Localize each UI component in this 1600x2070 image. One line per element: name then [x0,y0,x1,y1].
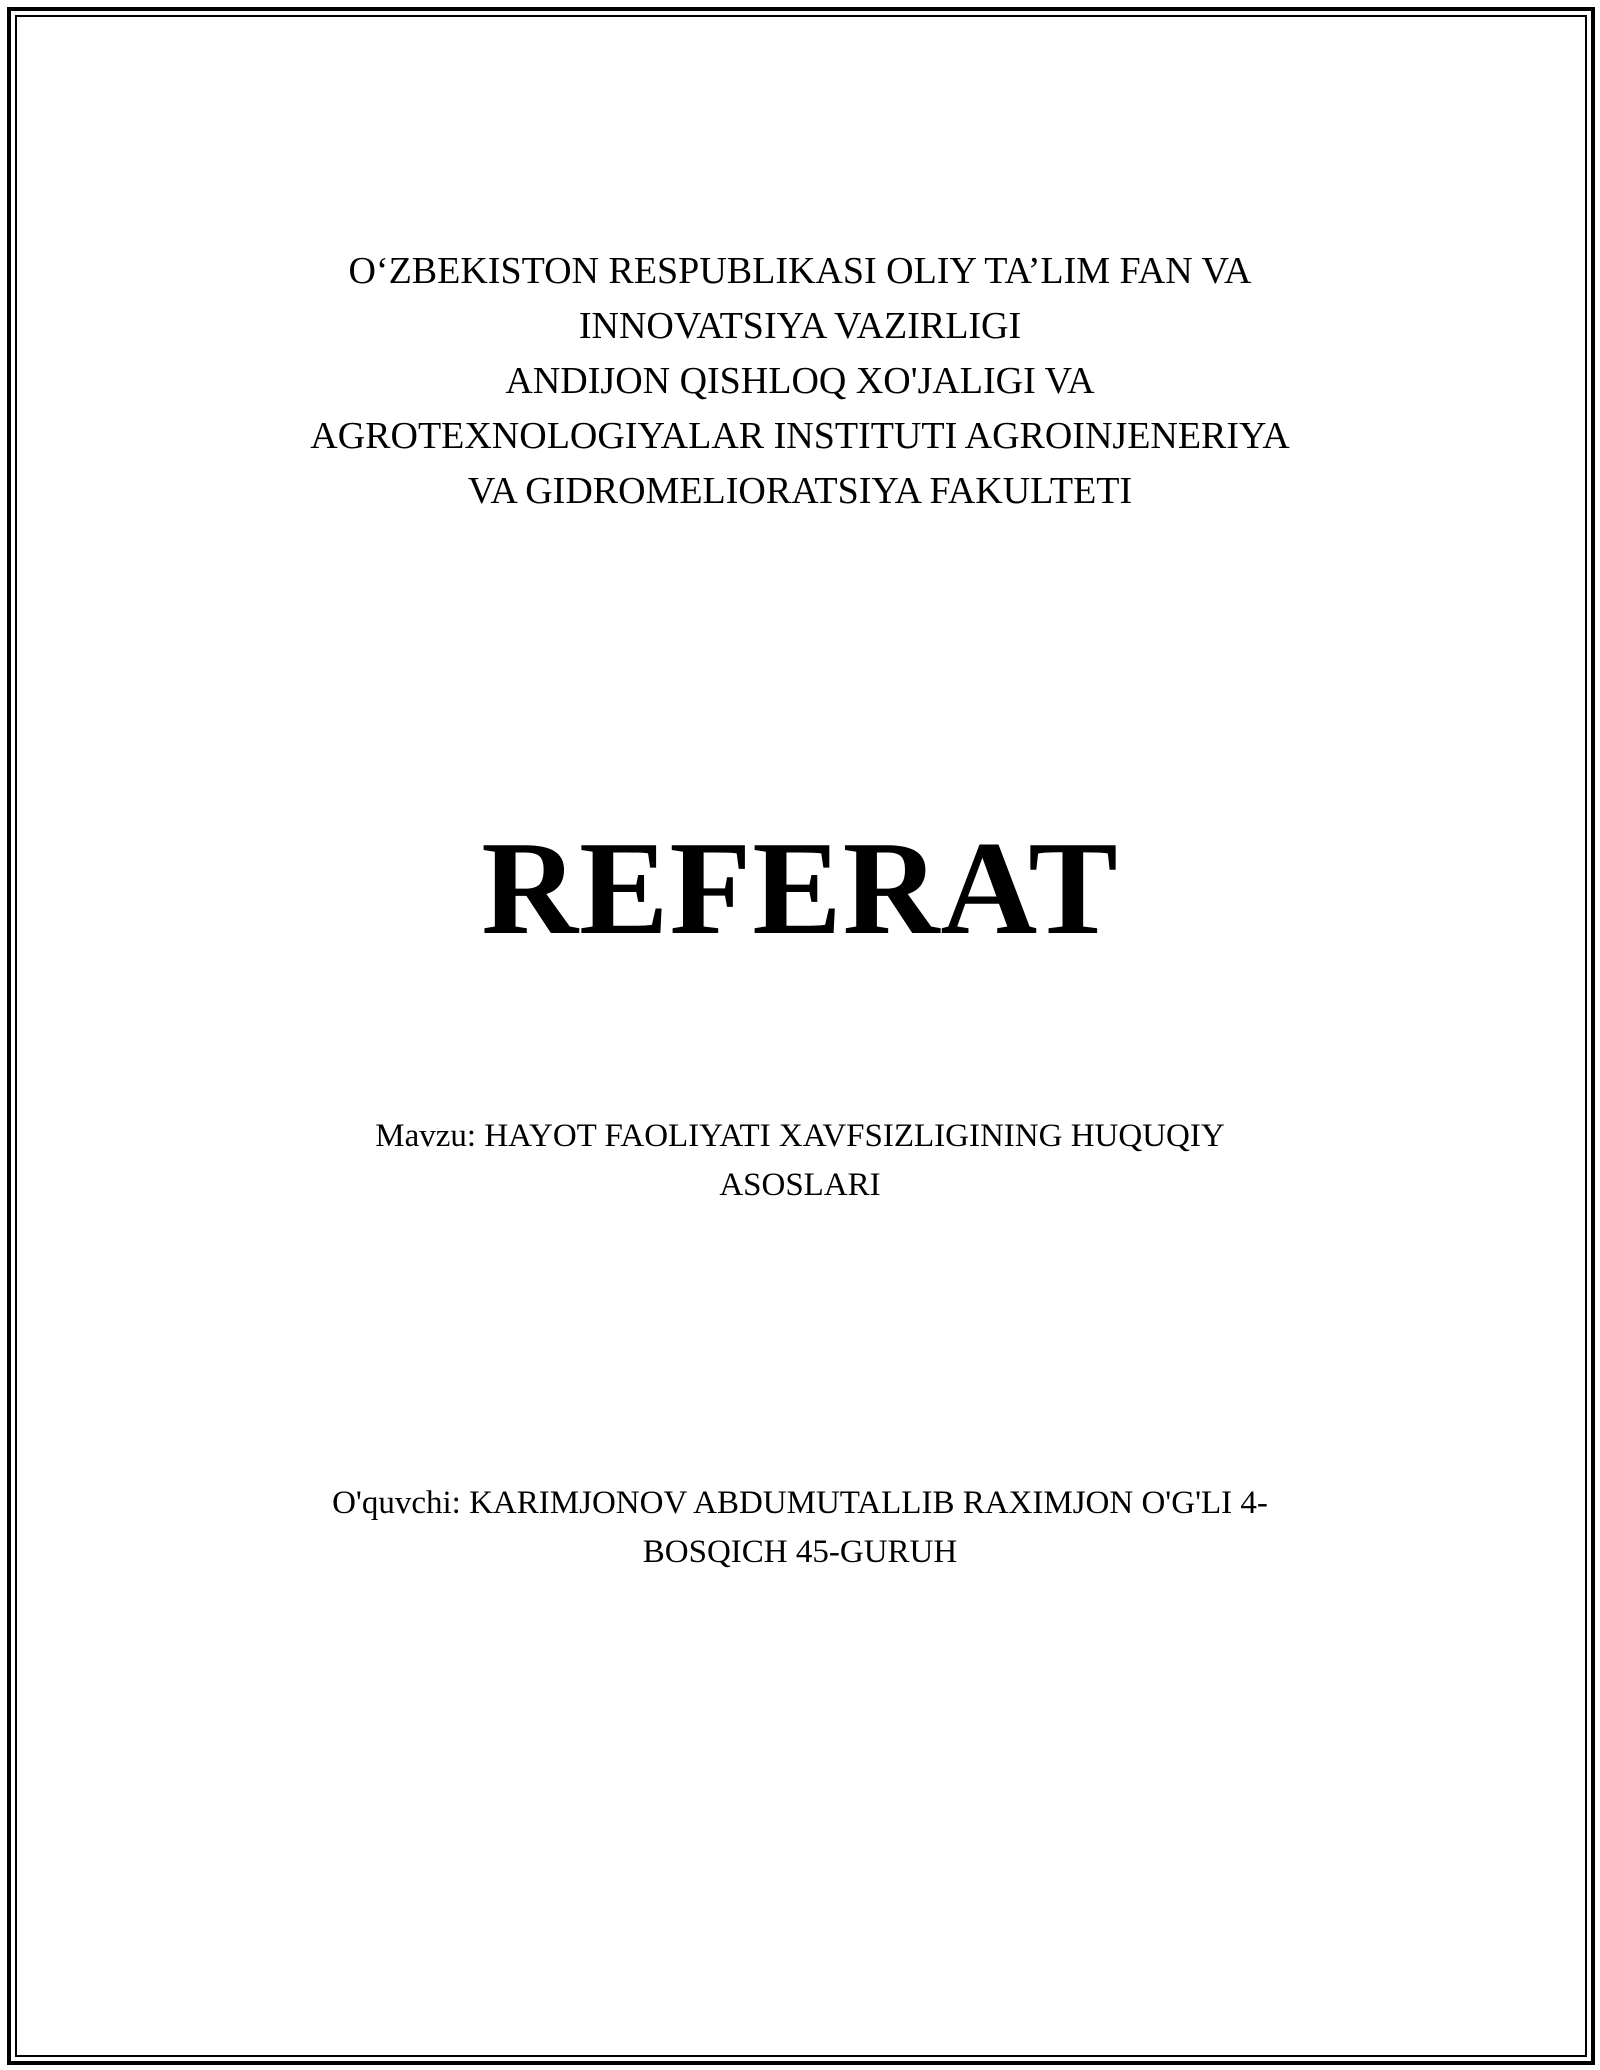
document-title: REFERAT [481,814,1119,962]
topic-line: Mavzu: HAYOT FAOLIYATI XAVFSIZLIGINING HUQUQIY [375,1118,1225,1154]
topic-line: ASOSLARI [719,1167,881,1203]
header-line: ANDIJON QISHLOQ XO'JALIGI VA [505,360,1095,402]
header-line: INNOVATSIYA VAZIRLIGI [578,305,1022,347]
student-line: BOSQICH 45-GURUH [642,1534,958,1570]
header-line: AGROTEXNOLOGIYALAR INSTITUTI AGROINJENERIYA [310,415,1290,457]
student-info [200,1479,1400,1577]
student-line: O'quvchi: KARIMJONOV ABDUMUTALLIB RAXIMJON O'G'LI 4- [332,1485,1268,1521]
header-line: VA GIDROMELIORATSIYA FAKULTETI [467,470,1133,512]
header-line: O‘ZBEKISTON RESPUBLIKASI OLIY TA’LIM FAN VA [348,250,1252,292]
institution-header [200,244,1400,519]
topic [200,1112,1400,1210]
